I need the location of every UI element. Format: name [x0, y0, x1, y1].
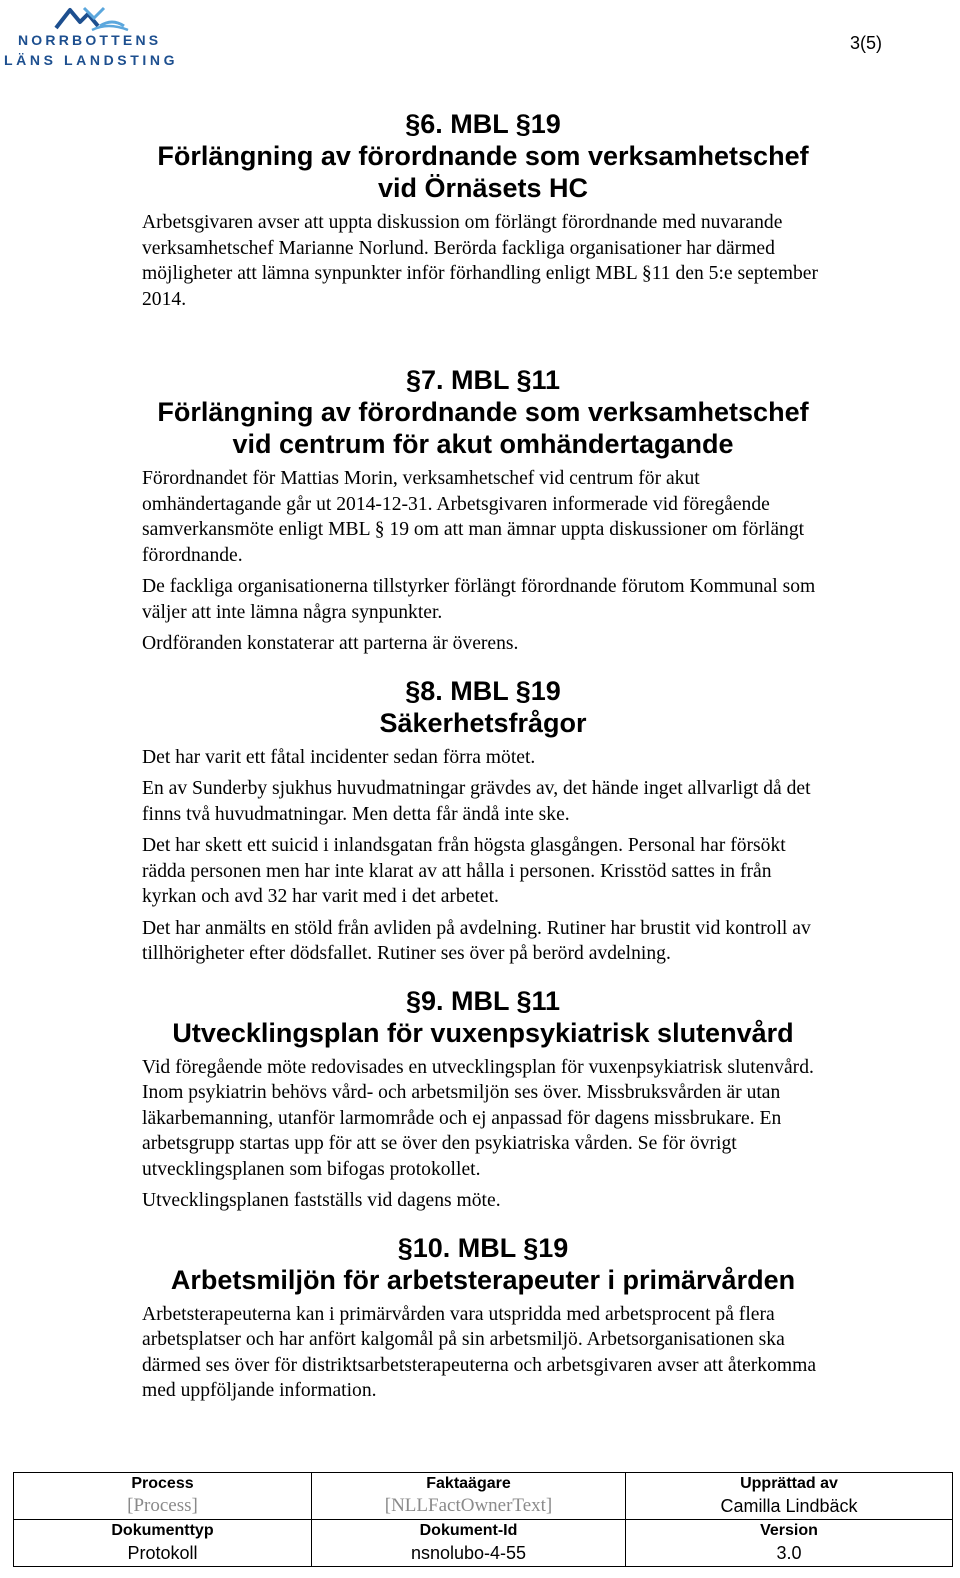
- logo-line-2: LÄNS LANDSTING: [4, 52, 179, 68]
- owner-label: Faktaägare: [426, 1475, 511, 1492]
- paragraph: Arbetsterapeuterna kan i primärvården vara utspridda med arbetsprocent på flera arbetsplatser och har anfört kalgomål på sin arbetsmiljö. Arbetsorganisationen ska därmed ses över för distriktsarbetsterapeuterna och arbetsgivaren avser att återkomma med uppföljande information.: [142, 1303, 817, 1401]
- paragraph: De fackliga organisationerna tillstyrker förlängt förordnande förutom Kommunal som väljer att inte lämna några synpunkter.: [142, 576, 816, 623]
- table-row: [14, 1520, 953, 1567]
- section-title: Förlängning av förordnande som verksamhetschef vid centrum för akut omhändertagande: [157, 397, 809, 459]
- docid-label: Dokument-Id: [419, 1522, 518, 1539]
- owner-value: [NLLFactOwnerText]: [384, 1495, 553, 1516]
- section-heading: [142, 985, 824, 1049]
- paragraph: Förordnandet för Mattias Morin, verksamhetschef vid centrum för akut omhändertagande går ut 2014-12-31. Arbetsgivaren informerade vid föregående samverkansmöte enligt MBL § 19 om att man ämnar uppta diskussioner om förlängt förordnande.: [142, 468, 805, 566]
- table-row: [14, 1473, 953, 1520]
- section-number: §6. MBL §19: [405, 109, 561, 139]
- doctype-label: Dokumenttyp: [111, 1522, 214, 1539]
- section-heading: [142, 1232, 824, 1296]
- section-heading: [142, 364, 824, 460]
- doctype-cell: [14, 1520, 312, 1567]
- docid-value: nsnolubo-4-55: [410, 1543, 527, 1563]
- process-value: [Process]: [127, 1495, 198, 1516]
- process-label: Process: [131, 1475, 194, 1492]
- logo-line-1: NORRBOTTENS: [18, 32, 162, 48]
- docid-cell: [312, 1520, 626, 1567]
- author-value: Camilla Lindbäck: [720, 1496, 858, 1516]
- section-heading: [142, 108, 824, 204]
- paragraph: Utvecklingsplanen fastställs vid dagens möte.: [142, 1190, 501, 1211]
- process-cell: [14, 1473, 312, 1520]
- mountain-logo-icon: [4, 4, 176, 34]
- organization-logo: [4, 4, 179, 70]
- author-cell: [626, 1473, 953, 1520]
- paragraph: Det har anmälts en stöld från avliden på avdelning. Rutiner har brustit vid kontroll av tillhörigheter efter dödsfallet. Rutiner ses över på berörd avdelning.: [142, 917, 811, 964]
- page-number: 3(5): [849, 33, 882, 53]
- section-number: §8. MBL §19: [405, 675, 561, 706]
- author-label: Upprättad av: [740, 1475, 838, 1492]
- owner-cell: [312, 1473, 626, 1520]
- paragraph: Ordföranden konstaterar att parterna är överens.: [142, 633, 519, 654]
- section-heading: [142, 675, 824, 739]
- paragraph: Vid föregående möte redovisades en utvecklingsplan för vuxenpsykiatrisk slutenvård. Inom psykiatrin behövs vård- och arbetsmiljön ses över. Missbruksvården är utan läkarbemanning, utanför larmområde och ej anpassad för dagens missbrukare. En arbetsgrupp startas upp för att se över den psykiatriska vården. Se för övrigt utvecklingsplanen som bifogas protokollet.: [142, 1056, 814, 1180]
- paragraph: Det har skett ett suicid i inlandsgatan från högsta glasgången. Personal har försökt rädda personen men har inte klarat av att hålla i personen. Krisstöd sattes in från kyrkan och avd 32 har varit med i det arbetet.: [142, 835, 786, 907]
- paragraph: Arbetsgivaren avser att uppta diskussion om förlängt förordnande med nuvarande verksamhetschef Marianne Norlund. Berörda fackliga organisationer har därmed möjligheter att lämna synpunkter inför förhandling enligt MBL §11 den 5:e september 2014.: [142, 212, 819, 310]
- version-value: 3.0: [776, 1543, 802, 1563]
- section-number: §10. MBL §19: [397, 1232, 569, 1263]
- paragraph: En av Sunderby sjukhus huvudmatningar grävdes av, det hände inget allvarligt då det finns två huvudmatningar. Men detta får ändå inte ske.: [142, 778, 811, 825]
- section-title: Utvecklingsplan för vuxenpsykiatrisk slutenvård: [172, 1017, 794, 1048]
- section-number: §9. MBL §11: [405, 985, 561, 1016]
- document-body: [142, 108, 824, 1410]
- version-label: Version: [760, 1522, 818, 1539]
- document-info-table: [13, 1472, 953, 1567]
- version-cell: [626, 1520, 953, 1567]
- section-title: Säkerhetsfrågor: [379, 707, 587, 738]
- section-title: Arbetsmiljön för arbetsterapeuter i primärvården: [170, 1264, 796, 1295]
- section-number: §7. MBL §11: [405, 365, 561, 395]
- paragraph: Det har varit ett fåtal incidenter sedan förra mötet.: [142, 746, 536, 768]
- doctype-value: Protokoll: [127, 1543, 198, 1563]
- section-title: Förlängning av förordnande som verksamhetschef vid Örnäsets HC: [157, 141, 809, 203]
